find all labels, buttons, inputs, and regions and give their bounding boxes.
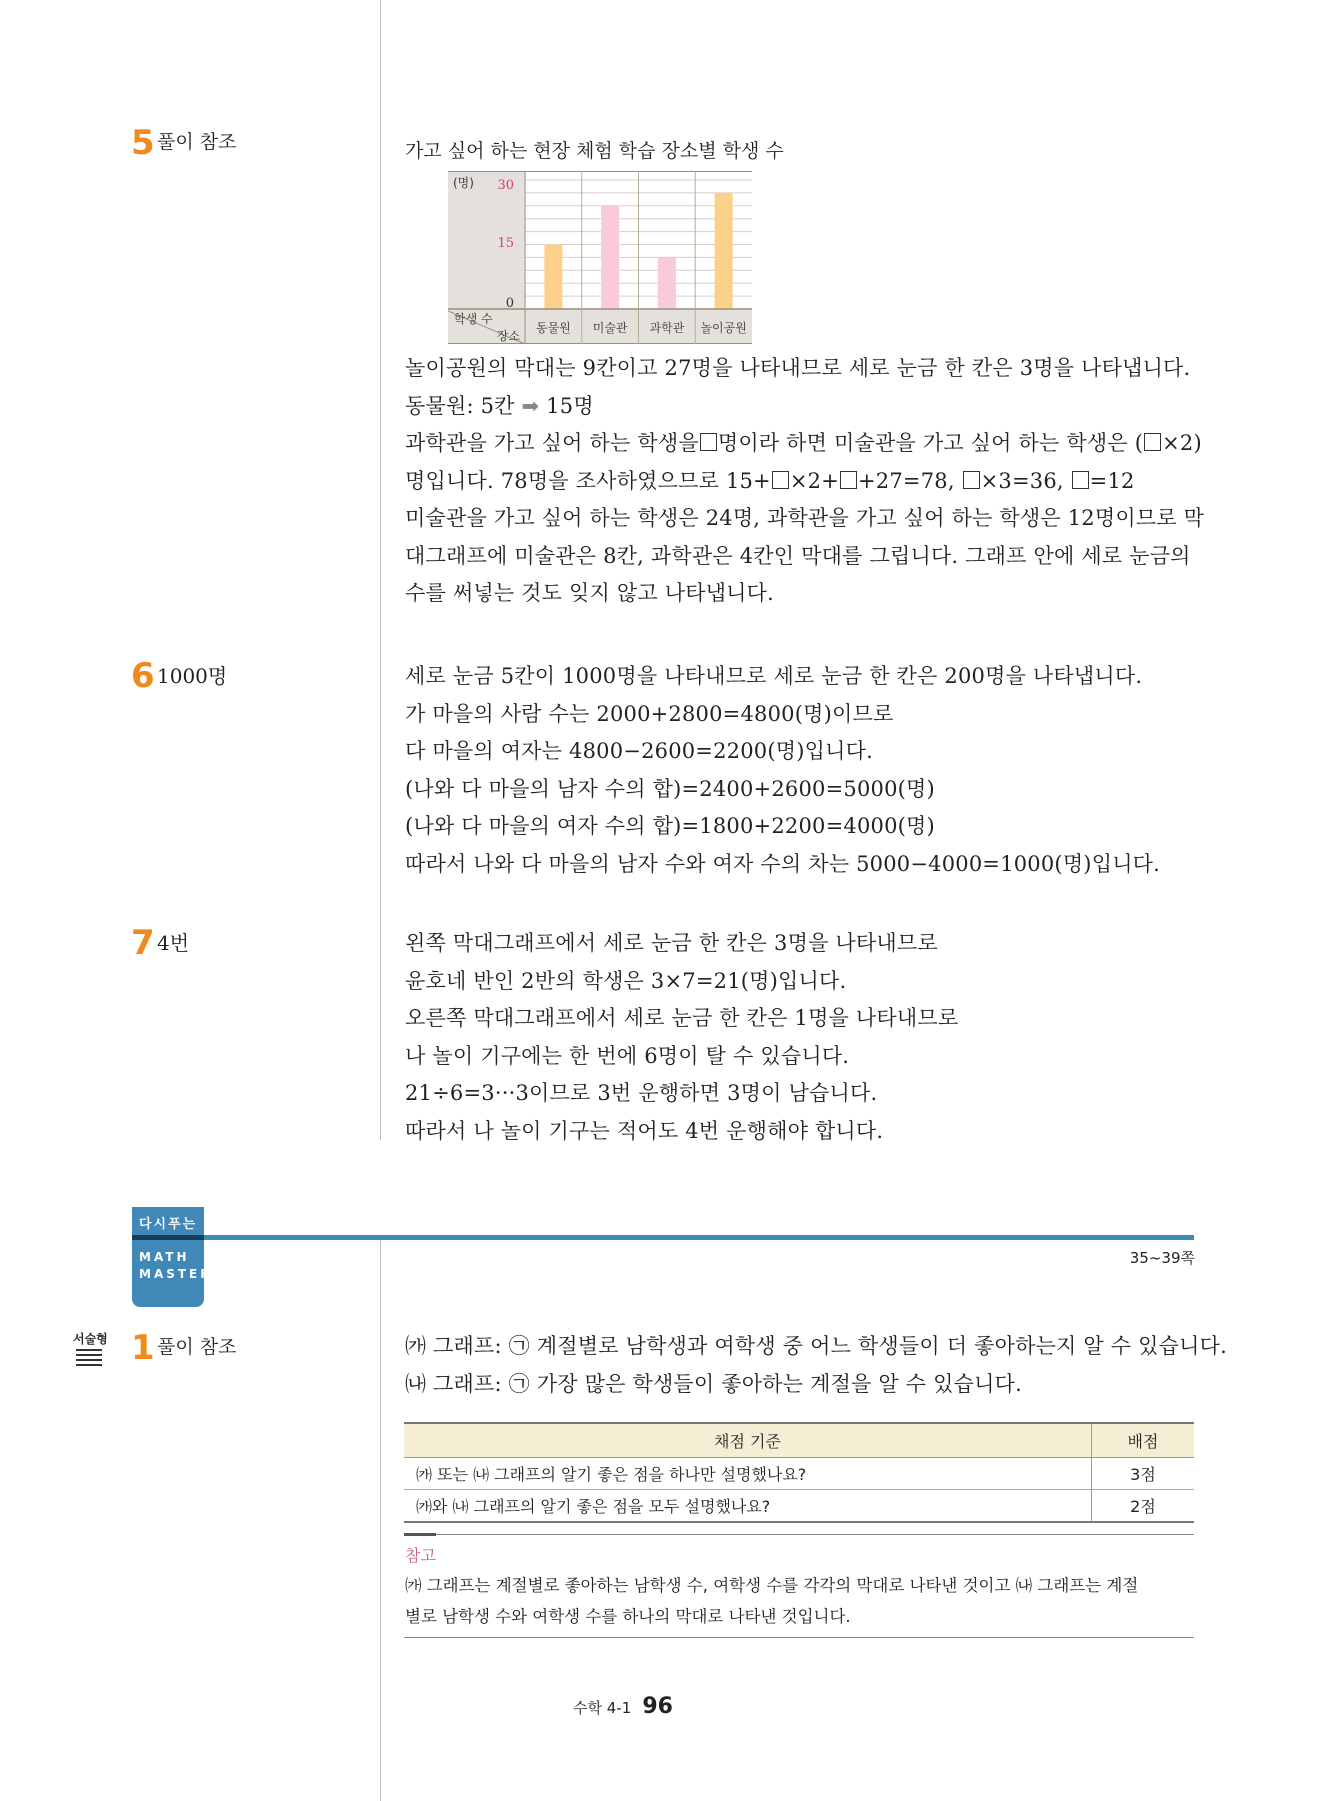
q7-line: 왼쪽 막대그래프에서 세로 눈금 한 칸은 3명을 나타내므로 [405, 931, 938, 955]
bar-3 [658, 257, 676, 309]
q5-line: 미술관을 가고 싶어 하는 학생은 24명, 과학관을 가고 싶어 하는 학생은 12명이므로 막 [405, 506, 1205, 530]
note-line: 별로 남학생 수와 여학생 수를 하나의 막대로 나타낸 것입니다. [405, 1607, 851, 1626]
q5-line: 대그래프에 미술관은 8칸, 과학관은 4칸인 막대를 그립니다. 그래프 안에 세로 눈금의 [405, 543, 1191, 568]
x-category-label: 동물원 [535, 321, 571, 335]
points-header: 배점 [1092, 1423, 1195, 1458]
arrow-right-icon: ➡ [521, 393, 540, 418]
note-bottom-rule [404, 1637, 1194, 1638]
chart-title: 가고 싶어 하는 현장 체험 학습 장소별 학생 수 [405, 140, 784, 162]
blank-box [963, 471, 980, 489]
essay-lines-icon [76, 1349, 102, 1369]
q6-answer: 1000명 [157, 664, 228, 688]
q7-line: 따라서 나 놀이 기구는 적어도 4번 운행해야 합니다. [405, 1118, 884, 1143]
page-range: 35~39쪽 [1129, 1249, 1195, 1267]
banner-title: MATH MASTER [139, 1250, 213, 1281]
s1-line: ㈎ 그래프: ㉠ 계절별로 남학생과 여학생 중 어느 학생들이 더 좋아하는지 알 수 있습니다. [405, 1334, 1227, 1358]
section-banner-rule-dark [132, 1235, 204, 1240]
q7-line: 21÷6=3···3이므로 3번 운행하면 3명이 남습니다. [405, 1081, 878, 1105]
table-row [404, 1490, 1194, 1523]
bar-1 [544, 245, 562, 310]
q6-line: 가 마을의 사람 수는 2000+2800=4800(명)이므로 [405, 701, 894, 726]
bar-2 [601, 206, 619, 309]
page-number: 96 [642, 1694, 673, 1719]
note-title: 참고 [405, 1546, 436, 1565]
blank-box [1072, 471, 1089, 489]
y-tick-0: 0 [505, 296, 514, 311]
q5-line: 수를 써넣는 것도 잊지 않고 나타냅니다. [405, 581, 775, 605]
q7-number: 7 [131, 923, 155, 963]
essay-type-label: 서술형 [73, 1332, 108, 1346]
q5-line: 놀이공원의 막대는 9칸이고 27명을 나타내므로 세로 눈금 한 칸은 3명을 나타냅니다. [405, 356, 1191, 380]
x-category-label: 미술관 [592, 321, 628, 335]
criteria-header: 채점 기준 [404, 1423, 1092, 1458]
q6-line: (나와 다 마을의 남자 수의 합)=2400+2600=5000(명) [405, 776, 935, 801]
q7-line: 나 놀이 기구에는 한 번에 6명이 탈 수 있습니다. [405, 1043, 850, 1068]
x-category-label: 과학관 [649, 321, 685, 335]
q5-line: 과학관을 가고 싶어 하는 학생을 명이라 하면 미술관을 가고 싶어 하는 학생은 ( ×2) [405, 431, 1202, 455]
q7-solution [405, 925, 1195, 1150]
q5-number: 5 [131, 123, 155, 163]
points-cell: 2점 [1092, 1490, 1195, 1523]
q6-line: 세로 눈금 5칸이 1000명을 나타내므로 세로 눈금 한 칸은 200명을 나타냅니다. [405, 664, 1143, 688]
criteria-cell: ㈎ 또는 ㈏ 그래프의 알기 좋은 점을 하나만 설명했나요? [404, 1458, 1092, 1490]
y-tick-30: 30 [497, 178, 514, 193]
q6-line: (나와 다 마을의 여자 수의 합)=1800+2200=4000(명) [405, 814, 935, 838]
q5-line: 명입니다. 78명을 조사하였으므로 15+ ×2+ +27=78, ×3=36, =12 [405, 468, 1135, 493]
note-line: ㈎ 그래프는 계절별로 좋아하는 남학생 수, 여학생 수를 각각의 막대로 나타낸 것이고 ㈏ 그래프는 계절 [405, 1576, 1139, 1595]
bar-chart [448, 171, 752, 344]
corner-label-bottom: 장소 [496, 329, 520, 343]
points-cell: 3점 [1092, 1458, 1195, 1490]
table-row [404, 1458, 1194, 1490]
q5-solution [405, 350, 1205, 613]
section-banner-rule [204, 1235, 1194, 1240]
blank-box [840, 471, 857, 489]
page-footer [573, 1694, 673, 1719]
y-tick-15: 15 [497, 236, 514, 251]
q6-solution [405, 658, 1195, 883]
banner-label: 다시푸는 [139, 1217, 198, 1232]
criteria-cell: ㈎와 ㈏ 그래프의 알기 좋은 점을 모두 설명했나요? [404, 1490, 1092, 1523]
s1-number: 1 [131, 1328, 155, 1368]
column-divider [380, 0, 381, 1140]
q6-number: 6 [131, 656, 155, 696]
q5-line: 동물원: 5칸 ➡ 15명 [405, 393, 594, 418]
q7-line: 윤호네 반인 2반의 학생은 3×7=21(명)입니다. [405, 968, 847, 993]
q6-line: 따라서 나와 다 마을의 남자 수와 여자 수의 차는 5000−4000=1000(명)입니다. [405, 851, 1161, 876]
note-top-rule [404, 1534, 1194, 1535]
table-header-row [404, 1423, 1194, 1458]
x-category-label: 놀이공원 [700, 321, 747, 335]
s1-answer-text [405, 1328, 1227, 1403]
scoring-table [404, 1422, 1194, 1523]
blank-box [700, 433, 717, 451]
footer-label: 수학 4-1 [573, 1699, 632, 1717]
bar-4 [715, 193, 733, 309]
q6-line: 다 마을의 여자는 4800−2600=2200(명)입니다. [405, 739, 873, 763]
column-divider-lower [380, 1240, 381, 1801]
y-axis-unit: (명) [453, 176, 474, 190]
note-mark [404, 1533, 436, 1536]
q5-answer: 풀이 참조 [157, 131, 237, 153]
note-body [405, 1570, 1195, 1632]
q7-answer: 4번 [157, 931, 190, 955]
q7-line: 오른쪽 막대그래프에서 세로 눈금 한 칸은 1명을 나타내므로 [405, 1006, 959, 1030]
s1-answer: 풀이 참조 [157, 1336, 237, 1358]
blank-box [1144, 433, 1161, 451]
blank-box [772, 471, 789, 489]
corner-label-top: 학생 수 [454, 312, 493, 326]
s1-line: ㈏ 그래프: ㉠ 가장 많은 학생들이 좋아하는 계절을 알 수 있습니다. [405, 1371, 1022, 1396]
